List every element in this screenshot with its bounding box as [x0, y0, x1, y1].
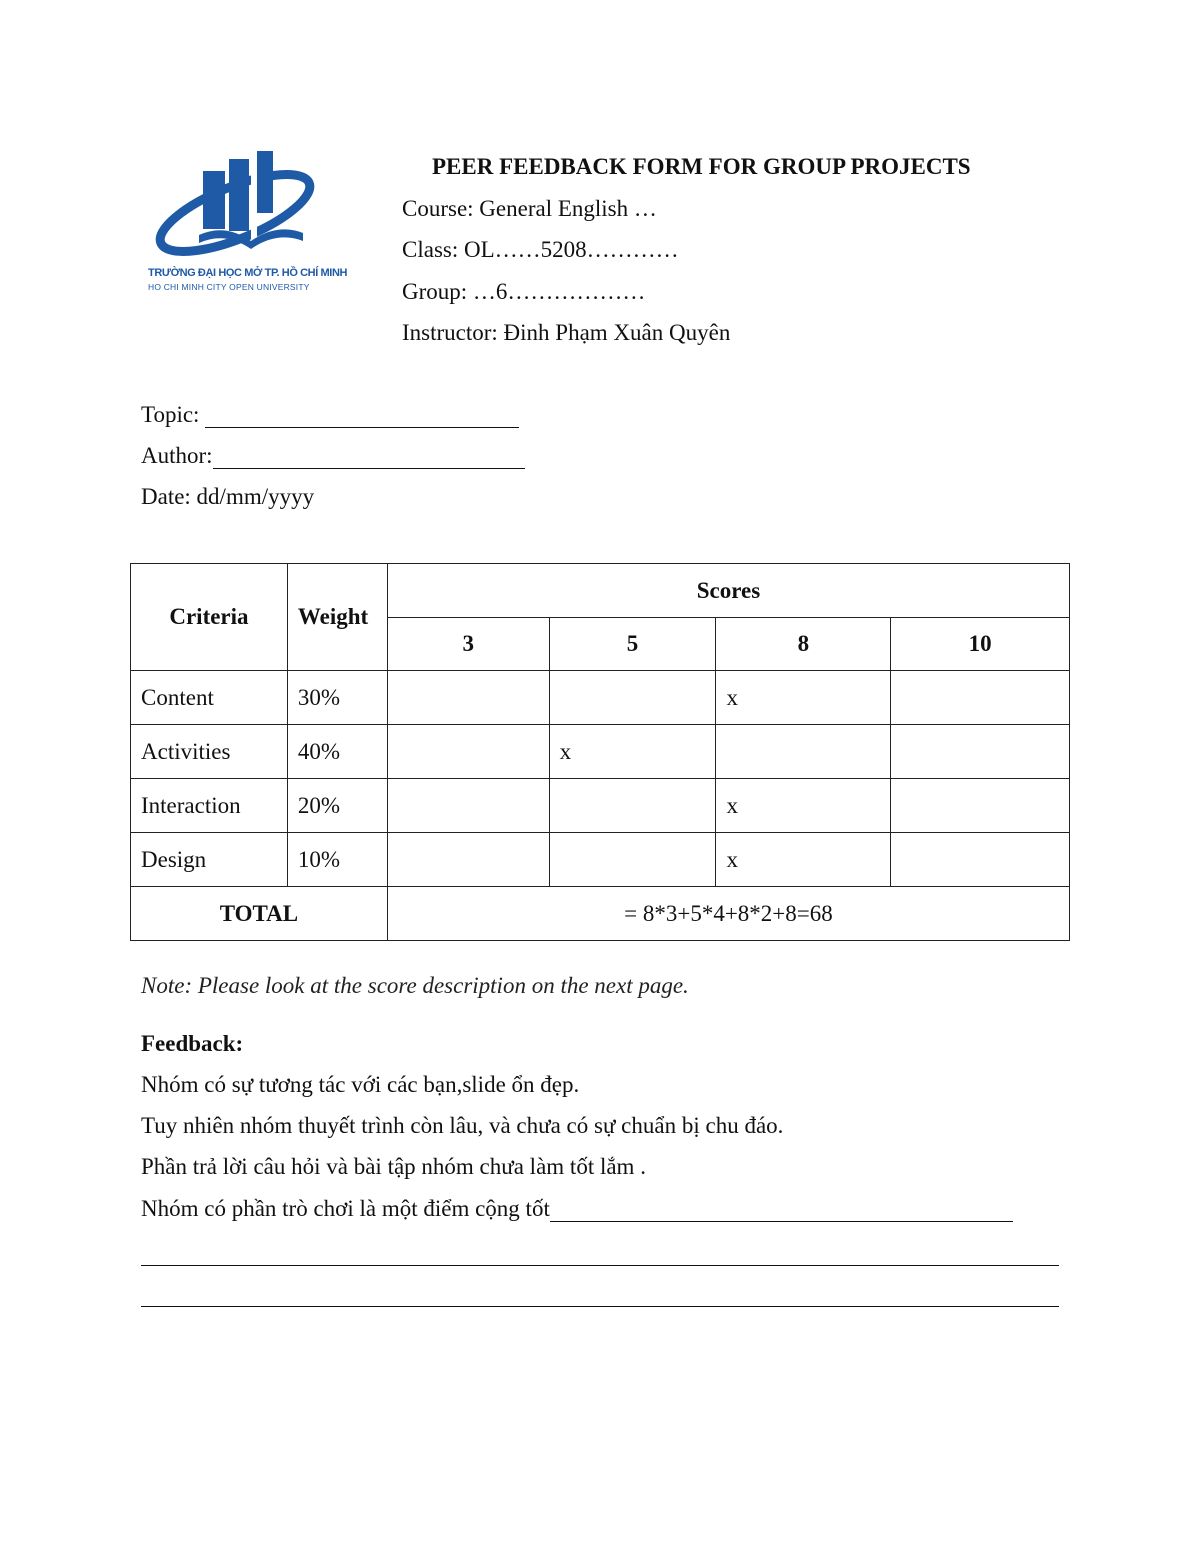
logo-name-vi: TRƯỜNG ĐẠI HỌC MỞ TP. HỒ CHÍ MINH — [148, 267, 348, 279]
score-cell[interactable]: x — [549, 725, 716, 779]
feedback-blank-line[interactable] — [141, 1265, 1059, 1266]
topic-label: Topic: — [141, 402, 206, 427]
feedback-line: Tuy nhiên nhóm thuyết trình còn lâu, và chưa có sự chuẩn bị chu đáo. — [141, 1113, 784, 1138]
book-orbit-logo-icon — [155, 145, 335, 260]
score-level-8: 8 — [716, 618, 891, 671]
class-line: Class: OL……5208………… — [402, 237, 679, 262]
score-cell[interactable]: x — [716, 833, 891, 887]
feedback-line: Nhóm có phần trò chơi là một điểm cộng tốt — [141, 1196, 550, 1221]
score-level-10: 10 — [891, 618, 1070, 671]
table-row — [131, 671, 1070, 725]
weight-cell: 40% — [287, 725, 387, 779]
score-note: Note: Please look at the score description on the next page. — [141, 973, 689, 998]
weight-header: Weight — [287, 564, 387, 671]
criteria-cell: Design — [131, 833, 288, 887]
university-logo — [140, 145, 348, 300]
score-table — [130, 563, 1070, 941]
score-cell[interactable] — [891, 779, 1070, 833]
feedback-line: Nhóm có sự tương tác với các bạn,slide ổn đẹp. — [141, 1072, 580, 1097]
topic-blank[interactable] — [205, 405, 519, 428]
weight-cell: 20% — [287, 779, 387, 833]
criteria-header: Criteria — [131, 564, 288, 671]
score-cell[interactable] — [891, 671, 1070, 725]
author-label: Author: — [141, 443, 213, 468]
instructor-line: Instructor: Đinh Phạm Xuân Quyên — [402, 320, 731, 345]
scores-header: Scores — [387, 564, 1069, 618]
score-cell[interactable] — [549, 833, 716, 887]
criteria-cell: Interaction — [131, 779, 288, 833]
group-line: Group: …6……………… — [402, 279, 646, 304]
author-blank[interactable] — [213, 446, 525, 469]
feedback-last-line — [141, 1196, 1013, 1222]
feedback-blank[interactable] — [550, 1199, 1013, 1222]
criteria-cell: Activities — [131, 725, 288, 779]
score-cell[interactable] — [716, 725, 891, 779]
score-cell[interactable] — [549, 779, 716, 833]
score-cell[interactable] — [387, 725, 549, 779]
feedback-blank-line[interactable] — [141, 1306, 1059, 1307]
feedback-line: Phần trả lời câu hỏi và bài tập nhóm chưa làm tốt lắm . — [141, 1154, 646, 1179]
criteria-cell: Content — [131, 671, 288, 725]
score-level-5: 5 — [549, 618, 716, 671]
score-cell[interactable] — [387, 671, 549, 725]
author-field — [141, 443, 525, 469]
logo-name-en: HO CHI MINH CITY OPEN UNIVERSITY — [148, 282, 310, 292]
feedback-heading: Feedback: — [141, 1031, 244, 1056]
table-row — [131, 833, 1070, 887]
total-value: = 8*3+5*4+8*2+8=68 — [387, 887, 1069, 941]
total-label: TOTAL — [131, 887, 388, 941]
weight-cell: 30% — [287, 671, 387, 725]
course-line: Course: General English … — [402, 196, 657, 221]
score-cell[interactable] — [891, 833, 1070, 887]
form-title: PEER FEEDBACK FORM FOR GROUP PROJECTS — [432, 154, 971, 179]
score-cell[interactable] — [891, 725, 1070, 779]
total-row — [131, 887, 1070, 941]
score-level-3: 3 — [387, 618, 549, 671]
table-row — [131, 725, 1070, 779]
topic-field — [141, 402, 519, 428]
table-row — [131, 779, 1070, 833]
score-cell[interactable] — [549, 671, 716, 725]
score-cell[interactable] — [387, 779, 549, 833]
weight-cell: 10% — [287, 833, 387, 887]
score-cell[interactable] — [387, 833, 549, 887]
score-cell[interactable]: x — [716, 779, 891, 833]
date-field: Date: dd/mm/yyyy — [141, 484, 315, 509]
score-cell[interactable]: x — [716, 671, 891, 725]
